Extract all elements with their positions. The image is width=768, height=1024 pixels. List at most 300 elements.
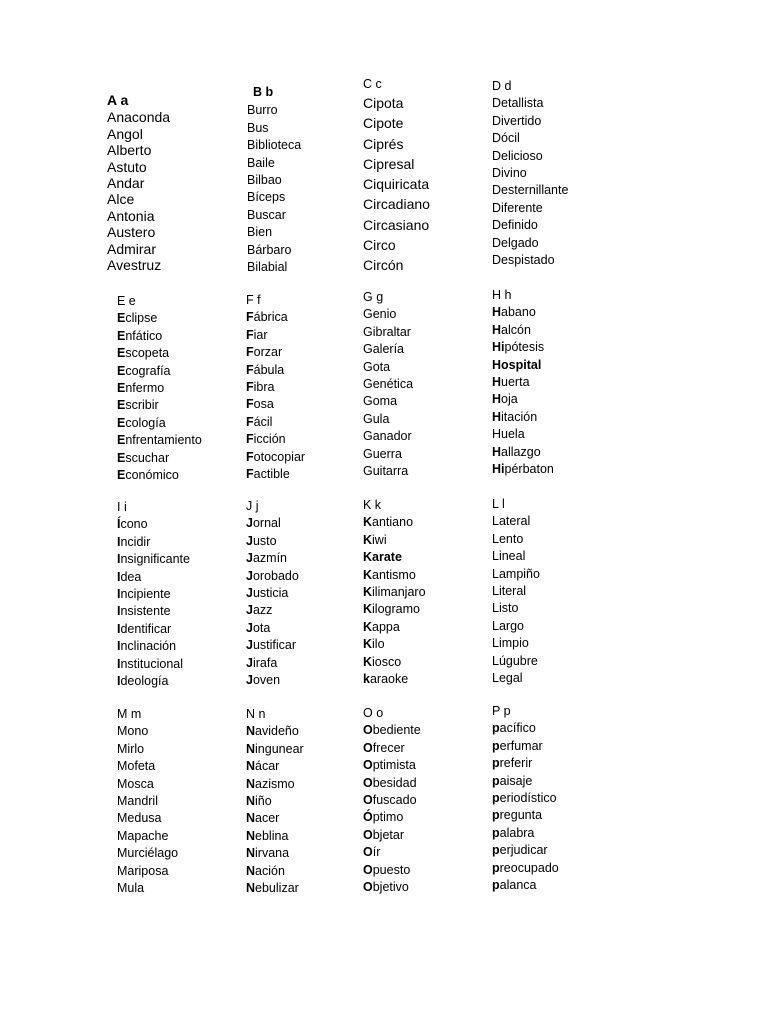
word-text: Gula — [363, 411, 390, 426]
word-text: azz — [252, 603, 273, 618]
word-entry — [363, 532, 426, 549]
word-text: Despistado — [492, 253, 555, 268]
word-entry — [246, 810, 304, 827]
word-entry — [117, 450, 202, 467]
word-text: iño — [255, 794, 272, 809]
word-bold-prefix: O — [363, 827, 373, 842]
word-entry — [492, 790, 559, 807]
word-entry — [363, 235, 430, 255]
word-entry — [492, 670, 540, 687]
word-text: itación — [501, 409, 538, 424]
word-entry — [363, 393, 413, 410]
letter-block-f — [246, 292, 305, 483]
word-text: eriodístico — [499, 791, 557, 806]
word-entry — [492, 165, 568, 182]
word-entry — [117, 828, 178, 845]
word-entry — [492, 374, 554, 391]
word-text: ustificar — [252, 638, 297, 653]
word-entry — [363, 775, 421, 792]
word-text: otocopiar — [253, 449, 306, 464]
word-bold-prefix: K — [363, 532, 373, 547]
word-bold-prefix: p — [492, 878, 500, 893]
word-entry — [492, 566, 540, 583]
word-bold-prefix: I — [117, 639, 121, 654]
word-text: iar — [253, 327, 268, 342]
word-bold-prefix: p — [492, 756, 500, 771]
word-bold-prefix: F — [246, 362, 254, 377]
word-text: Mosca — [117, 776, 154, 791]
word-entry — [363, 359, 413, 376]
letter-heading: B b — [253, 85, 274, 99]
word-bold-prefix: O — [363, 845, 373, 860]
word-text: usto — [252, 533, 277, 548]
word-text: ácar — [255, 759, 280, 774]
word-entry — [117, 516, 190, 533]
word-text: Desternillante — [492, 183, 569, 198]
word-entry — [246, 723, 304, 740]
word-entry — [117, 432, 202, 449]
word-entry — [247, 102, 301, 119]
word-entry — [246, 344, 305, 361]
word-text: Cipote — [363, 115, 404, 132]
word-text: Delicioso — [492, 148, 543, 163]
word-bold-prefix: E — [117, 433, 126, 448]
letter-heading: C c — [363, 77, 382, 91]
word-entry — [492, 322, 554, 339]
word-bold-prefix: I — [117, 552, 121, 567]
word-entry — [363, 376, 413, 393]
word-text: Bárbaro — [247, 242, 292, 257]
word-text: iosco — [372, 654, 402, 669]
word-entry — [117, 328, 202, 345]
word-text: regunta — [499, 808, 543, 823]
word-text: cono — [120, 517, 148, 532]
word-entry — [363, 324, 413, 341]
word-text: Genética — [363, 377, 414, 392]
word-text: nsignificante — [120, 552, 190, 567]
word-entry — [246, 741, 304, 758]
word-entry — [363, 619, 426, 636]
word-entry — [117, 638, 190, 655]
word-bold-prefix: E — [117, 328, 126, 343]
word-bold-prefix: K — [363, 585, 373, 600]
word-bold-prefix: H — [492, 305, 502, 320]
word-bold-prefix: p — [492, 860, 500, 875]
word-bold-prefix: I — [117, 674, 121, 689]
word-bold-prefix: Karate — [363, 550, 402, 565]
word-entry — [492, 531, 540, 548]
word-bold-prefix: F — [246, 467, 254, 482]
word-bold-prefix: N — [246, 741, 256, 756]
word-entry — [246, 637, 299, 654]
word-bold-prefix: I — [117, 621, 121, 636]
word-entry — [246, 602, 299, 619]
word-entry — [363, 654, 426, 671]
word-text: aisaje — [499, 773, 533, 788]
word-bold-prefix: O — [363, 775, 373, 790]
word-text: Anaconda — [107, 109, 171, 126]
word-text: Mandril — [117, 794, 158, 809]
letter-heading: E e — [117, 294, 136, 308]
word-text: allazgo — [501, 444, 541, 459]
word-bold-prefix: H — [492, 392, 502, 407]
word-entry — [117, 758, 178, 775]
word-text: acer — [255, 811, 280, 826]
word-bold-prefix: K — [363, 619, 373, 634]
word-text: puesto — [372, 862, 411, 877]
word-entry — [492, 409, 554, 426]
word-entry — [492, 130, 568, 147]
word-bold-prefix: J — [246, 620, 253, 635]
word-entry — [492, 738, 559, 755]
word-text: Circasiano — [363, 216, 430, 233]
word-text: usticia — [252, 586, 289, 601]
word-bold-prefix: p — [492, 843, 500, 858]
word-bold-prefix: K — [363, 654, 373, 669]
word-text: Mariposa — [117, 863, 169, 878]
word-text: ilo — [372, 637, 385, 652]
word-text: Circadiano — [363, 196, 430, 213]
word-text: Goma — [363, 394, 398, 409]
word-bold-prefix: N — [246, 811, 256, 826]
word-entry — [492, 600, 540, 617]
word-text: Mula — [117, 881, 145, 896]
word-text: Andar — [107, 175, 145, 192]
word-text: Cipresal — [363, 155, 415, 172]
word-text: scuchar — [125, 450, 170, 465]
word-text: nfermo — [125, 381, 165, 396]
word-entry — [107, 191, 170, 207]
word-text: Mofeta — [117, 759, 156, 774]
word-bold-prefix: K — [363, 567, 373, 582]
word-text: Limpio — [492, 636, 529, 651]
word-bold-prefix: N — [246, 828, 256, 843]
word-text: Lampiño — [492, 566, 540, 581]
word-entry — [246, 585, 299, 602]
word-text: bjetar — [372, 827, 405, 842]
word-text: bjetivo — [372, 880, 409, 895]
word-text: acífico — [499, 721, 536, 736]
word-text: ilogramo — [372, 602, 420, 617]
letter-block-a — [107, 92, 170, 273]
word-bold-prefix: F — [246, 397, 254, 412]
word-entry — [363, 601, 426, 618]
word-entry — [363, 584, 426, 601]
word-bold-prefix: Ó — [363, 810, 373, 825]
word-text: irvana — [255, 846, 290, 861]
word-entry — [246, 515, 299, 532]
letter-block-i — [117, 499, 190, 690]
letter-block-b — [247, 84, 301, 276]
word-entry — [246, 327, 305, 344]
word-entry — [492, 357, 554, 374]
word-bold-prefix: F — [246, 345, 254, 360]
word-text: conómico — [125, 468, 179, 483]
word-entry — [247, 207, 301, 224]
word-bold-prefix: p — [492, 773, 500, 788]
word-entry — [363, 722, 421, 739]
word-text: Galería — [363, 342, 404, 357]
word-entry — [247, 155, 301, 172]
word-entry — [107, 208, 170, 224]
word-bold-prefix: p — [492, 791, 500, 806]
word-text: Bus — [247, 120, 269, 135]
word-text: nclinación — [120, 639, 177, 654]
word-entry — [363, 446, 413, 463]
word-entry — [117, 621, 190, 638]
word-text: Genio — [363, 307, 397, 322]
letter-block-n — [246, 706, 304, 897]
word-text: Baile — [247, 155, 275, 170]
word-entry — [492, 618, 540, 635]
word-bold-prefix: F — [246, 327, 254, 342]
word-text: Alce — [107, 191, 135, 208]
word-text: Buscar — [247, 207, 286, 222]
word-entry — [107, 109, 170, 125]
letter-block-o — [363, 705, 421, 896]
word-entry — [246, 655, 299, 672]
word-bold-prefix: H — [492, 409, 502, 424]
word-entry — [363, 463, 413, 480]
word-text: Avestruz — [107, 257, 162, 274]
word-bold-prefix: N — [246, 881, 256, 896]
word-entry — [492, 217, 568, 234]
word-entry — [492, 339, 554, 356]
word-entry — [247, 120, 301, 137]
word-text: dentificar — [120, 621, 172, 636]
word-text: araoke — [369, 672, 409, 687]
word-entry — [246, 431, 305, 448]
word-entry — [363, 306, 413, 323]
word-bold-prefix: Í — [117, 517, 121, 532]
word-entry — [363, 844, 421, 861]
word-text: alanca — [499, 878, 537, 893]
word-text: cografía — [125, 363, 171, 378]
word-entry — [363, 255, 430, 275]
letter-heading: N n — [246, 707, 266, 721]
word-text: antiano — [372, 515, 414, 530]
word-text: pérbaton — [504, 462, 554, 477]
word-entry — [363, 879, 421, 896]
letter-block-c — [363, 77, 430, 276]
word-bold-prefix: F — [246, 414, 254, 429]
word-text: erfumar — [499, 738, 543, 753]
word-entry — [492, 720, 559, 737]
word-text: alcón — [501, 322, 531, 337]
letter-block-m — [117, 706, 178, 897]
word-entry — [363, 174, 430, 194]
word-bold-prefix: N — [246, 863, 256, 878]
word-entry — [363, 428, 413, 445]
word-entry — [117, 467, 202, 484]
letter-block-p — [492, 703, 559, 894]
word-entry — [246, 863, 304, 880]
word-entry — [363, 757, 421, 774]
word-entry — [117, 363, 202, 380]
word-entry — [117, 776, 178, 793]
word-text: Mapache — [117, 828, 169, 843]
word-text: ibra — [253, 380, 275, 395]
word-bold-prefix: F — [246, 310, 254, 325]
word-text: Circón — [363, 257, 404, 274]
word-text: Mirlo — [117, 741, 145, 756]
word-text: osa — [253, 397, 274, 412]
word-text: Bilabial — [247, 260, 288, 275]
word-entry — [492, 635, 540, 652]
word-bold-prefix: O — [363, 793, 373, 808]
word-text: Mono — [117, 724, 149, 739]
word-text: Legal — [492, 671, 523, 686]
word-bold-prefix: H — [492, 444, 502, 459]
word-entry — [117, 569, 190, 586]
word-bold-prefix: O — [363, 723, 373, 738]
word-text: oja — [501, 392, 518, 407]
word-bold-prefix: E — [117, 346, 126, 361]
letter-heading: M m — [117, 707, 142, 721]
word-entry — [363, 792, 421, 809]
word-text: Austero — [107, 224, 156, 241]
word-text: Detallista — [492, 96, 544, 111]
word-text: reocupado — [499, 860, 559, 875]
word-bold-prefix: F — [246, 380, 254, 395]
word-bold-prefix: p — [492, 738, 500, 753]
word-entry — [246, 533, 299, 550]
word-text: antismo — [372, 567, 416, 582]
word-text: ptimista — [372, 758, 416, 773]
word-entry — [117, 415, 202, 432]
word-text: Ciquiricata — [363, 176, 430, 193]
letter-block-h — [492, 287, 554, 478]
word-text: clipse — [125, 311, 158, 326]
word-entry — [107, 175, 170, 191]
word-text: ír — [372, 845, 381, 860]
word-entry — [492, 200, 568, 217]
word-entry — [492, 426, 554, 443]
word-text: Diferente — [492, 200, 543, 215]
word-entry — [117, 723, 178, 740]
word-entry — [492, 444, 554, 461]
word-bold-prefix: J — [246, 603, 253, 618]
word-bold-prefix: k — [363, 672, 370, 687]
word-text: ncipiente — [120, 587, 171, 602]
word-bold-prefix: O — [363, 880, 373, 895]
word-entry — [107, 142, 170, 158]
word-entry — [363, 862, 421, 879]
word-entry — [492, 653, 540, 670]
word-text: Murciélago — [117, 846, 179, 861]
word-bold-prefix: I — [117, 656, 121, 671]
word-bold-prefix: I — [117, 569, 121, 584]
letter-heading: L l — [492, 497, 505, 511]
word-entry — [492, 391, 554, 408]
word-bold-prefix: J — [246, 516, 253, 531]
letter-block-l — [492, 496, 540, 687]
word-text: ornal — [252, 516, 281, 531]
word-entry — [492, 583, 540, 600]
word-entry — [117, 673, 190, 690]
word-bold-prefix: E — [117, 450, 126, 465]
letter-heading: G g — [363, 290, 384, 304]
word-text: Listo — [492, 601, 519, 616]
word-entry — [363, 194, 430, 214]
word-text: pótesis — [504, 340, 545, 355]
word-entry — [107, 126, 170, 142]
letter-heading: I i — [117, 500, 127, 514]
word-text: appa — [372, 619, 400, 634]
word-text: azmín — [252, 551, 287, 566]
word-entry — [363, 154, 430, 174]
word-text: ácil — [253, 414, 273, 429]
letter-block-k — [363, 497, 426, 688]
word-text: scopeta — [125, 346, 170, 361]
word-text: ábula — [253, 362, 285, 377]
word-text: Astuto — [107, 158, 147, 175]
word-entry — [246, 758, 304, 775]
word-text: orobado — [252, 568, 299, 583]
word-text: Bilbao — [247, 173, 282, 188]
word-entry — [363, 113, 430, 133]
word-text: Gibraltar — [363, 324, 411, 339]
word-entry — [117, 586, 190, 603]
word-text: Lento — [492, 531, 524, 546]
word-entry — [246, 309, 305, 326]
word-text: Cipota — [363, 95, 404, 111]
word-bold-prefix: Hi — [492, 462, 505, 477]
word-entry — [247, 242, 301, 259]
word-entry — [107, 224, 170, 240]
word-bold-prefix: F — [246, 432, 254, 447]
word-text: Lúgubre — [492, 653, 538, 668]
word-entry — [246, 414, 305, 431]
word-text: nstitucional — [120, 656, 184, 671]
word-bold-prefix: O — [363, 758, 373, 773]
word-text: nfático — [125, 328, 163, 343]
word-text: Angol — [107, 125, 143, 142]
word-bold-prefix: E — [117, 363, 126, 378]
word-bold-prefix: N — [246, 724, 256, 739]
word-bold-prefix: H — [492, 322, 502, 337]
letter-block-d — [492, 78, 568, 269]
word-text: Gota — [363, 359, 391, 374]
word-entry — [246, 379, 305, 396]
word-text: deología — [120, 674, 169, 689]
word-text: Biblioteca — [247, 138, 302, 153]
word-entry — [107, 241, 170, 257]
word-text: scribir — [125, 398, 159, 413]
word-bold-prefix: I — [117, 604, 121, 619]
word-entry — [363, 549, 426, 566]
word-text: Divino — [492, 166, 527, 181]
word-entry — [247, 172, 301, 189]
word-entry — [492, 842, 559, 859]
word-text: Burro — [247, 103, 278, 118]
word-bold-prefix: J — [246, 655, 253, 670]
word-entry — [492, 252, 568, 269]
word-entry — [363, 93, 430, 113]
word-entry — [492, 513, 540, 530]
word-text: Bíceps — [247, 190, 286, 205]
word-bold-prefix: Hi — [492, 340, 505, 355]
word-entry — [492, 548, 540, 565]
word-text: Divertido — [492, 113, 542, 128]
word-entry — [117, 380, 202, 397]
word-text: oven — [252, 673, 281, 688]
word-entry — [117, 345, 202, 362]
word-bold-prefix: J — [246, 533, 253, 548]
word-text: Literal — [492, 584, 527, 599]
word-text: actible — [253, 467, 290, 482]
word-text: ación — [255, 863, 285, 878]
